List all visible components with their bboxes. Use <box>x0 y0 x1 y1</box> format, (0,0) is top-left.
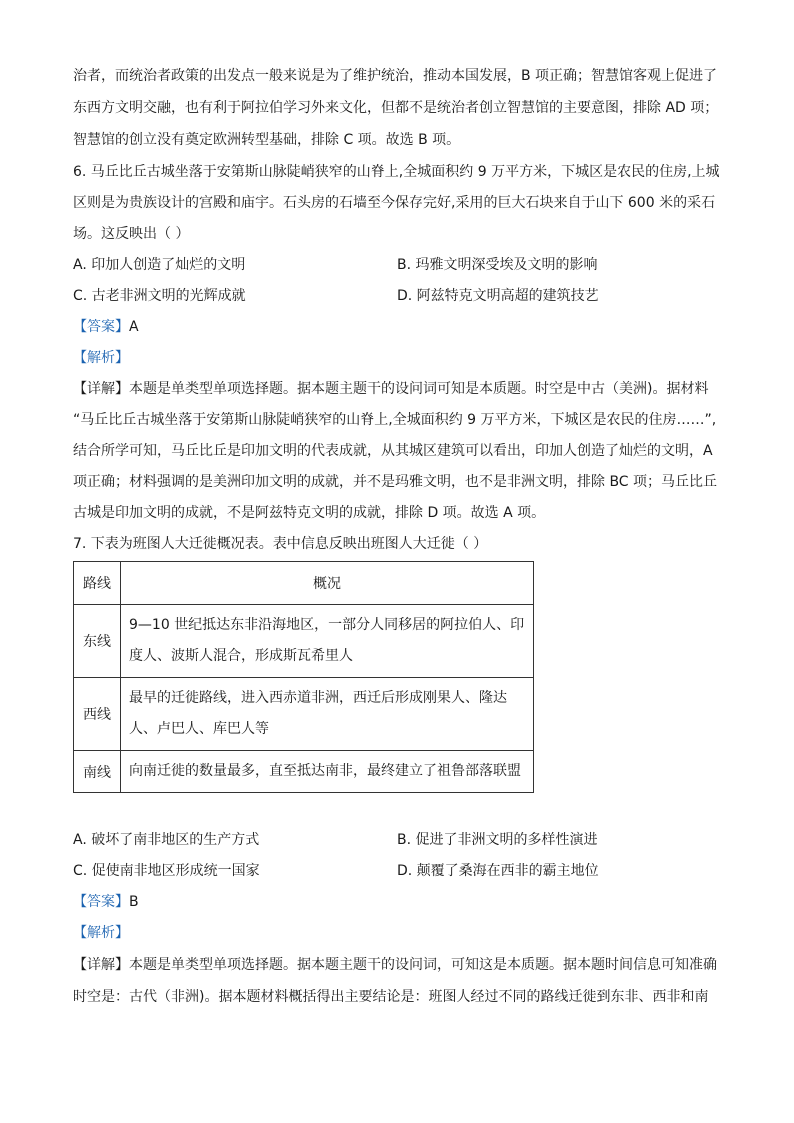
table-row <box>74 678 534 751</box>
analysis-tag: 【解析】 <box>73 925 129 941</box>
table-header-overview: 概况 <box>121 562 534 605</box>
q6-detail-line <box>73 379 708 399</box>
detail-text: 本题是单类型单项选择题。据本题主题干的设问词可知是本质题。时空是中古（美洲)。据材料 <box>129 381 709 397</box>
overview-cell <box>121 751 534 793</box>
overview-line: 人、卢巴人、库巴人等 <box>129 721 269 737</box>
table-header-route: 路线 <box>74 562 121 605</box>
q6-stem-line: 6. 马丘比丘古城坐落于安第斯山脉陡峭狭窄的山脊上,全城面积约 9 万平方米，下城区是农民的住房,上城 <box>73 164 720 180</box>
route-cell: 南线 <box>74 751 121 793</box>
q6-analysis <box>73 348 129 368</box>
q6-option-a: A. 印加人创造了灿烂的文明 <box>73 257 246 273</box>
q7-option-a: A. 破坏了南非地区的生产方式 <box>73 832 260 848</box>
q6-detail-line: “马丘比丘古城坐落于安第斯山脉陡峭狭窄的山脊上,全城面积约 9 万平方米，下城区是农民的住房……”, <box>73 412 717 428</box>
q7-detail-line <box>73 955 717 975</box>
q6-option-b: B. 玛雅文明深受埃及文明的影响 <box>397 257 598 273</box>
q6-detail-line: 项正确；材料强调的是美洲印加文明的成就，并不是玛雅文明，也不是非洲文明，排除 BC 项；马丘比丘 <box>73 474 718 490</box>
intro-line: 智慧馆的创立没有奠定欧洲转型基础，排除 C 项。故选 B 项。 <box>73 132 461 148</box>
q7-option-d: D. 颠覆了桑海在西非的霸主地位 <box>397 863 599 879</box>
q6-option-d: D. 阿兹特克文明高超的建筑技艺 <box>397 288 599 304</box>
overview-line: 向南迁徙的数量最多，直至抵达南非，最终建立了祖鲁部落联盟 <box>129 763 521 779</box>
q7-analysis <box>73 923 129 943</box>
table-row <box>74 751 534 793</box>
answer-tag: 【答案】 <box>73 319 129 335</box>
answer-value: B <box>129 894 139 910</box>
route-cell: 西线 <box>74 678 121 751</box>
overview-cell <box>121 678 534 751</box>
overview-cell <box>121 605 534 678</box>
migration-table <box>73 561 534 793</box>
detail-tag: 【详解】 <box>73 957 129 973</box>
answer-tag: 【答案】 <box>73 894 129 910</box>
overview-line: 9—10 世纪抵达东非沿海地区，一部分人同移居的阿拉伯人、印 <box>129 617 525 633</box>
q6-option-c: C. 古老非洲文明的光辉成就 <box>73 288 246 304</box>
analysis-tag: 【解析】 <box>73 350 129 366</box>
q7-answer <box>73 892 139 912</box>
overview-line: 最早的迁徙路线，进入西赤道非洲，西迁后形成刚果人、隆达 <box>129 690 507 706</box>
route-cell: 东线 <box>74 605 121 678</box>
q7-stem: 7. 下表为班图人大迁徙概况表。表中信息反映出班图人大迁徙（ ） <box>73 536 488 552</box>
q7-option-b: B. 促进了非洲文明的多样性演进 <box>397 832 598 848</box>
answer-value: A <box>129 319 139 335</box>
detail-text: 本题是单类型单项选择题。据本题主题干的设问词，可知这是本质题。据本题时间信息可知准确 <box>129 957 717 973</box>
q6-stem-line: 区则是为贵族设计的宫殿和庙宇。石头房的石墙至今保存完好,采用的巨大石块来自于山下 600 米的采石 <box>73 195 716 211</box>
intro-line: 东西方文明交融，也有利于阿拉伯学习外来文化，但都不是统治者创立智慧馆的主要意图，排除 AD 项； <box>73 100 719 116</box>
detail-tag: 【详解】 <box>73 381 129 397</box>
intro-line: 治者，而统治者政策的出发点一般来说是为了维护统治，推动本国发展，B 项正确；智慧馆客观上促进了 <box>73 68 718 84</box>
q6-detail-line: 古城是印加文明的成就，不是阿兹特克文明的成就，排除 D 项。故选 A 项。 <box>73 505 546 521</box>
table-header-row <box>74 562 534 605</box>
q7-option-c: C. 促使南非地区形成统一国家 <box>73 863 260 879</box>
overview-line: 度人、波斯人混合，形成斯瓦希里人 <box>129 648 353 664</box>
q7-detail-line: 时空是：古代（非洲)。据本题材料概括得出主要结论是：班图人经过不同的路线迁徙到东非、西非和南 <box>73 989 709 1005</box>
q6-stem-line: 场。这反映出（ ） <box>73 226 190 242</box>
q6-detail-line: 结合所学可知，马丘比丘是印加文明的代表成就，从其城区建筑可以看出，印加人创造了灿烂的文明，A <box>73 443 713 459</box>
table-row <box>74 605 534 678</box>
q6-answer <box>73 317 139 337</box>
